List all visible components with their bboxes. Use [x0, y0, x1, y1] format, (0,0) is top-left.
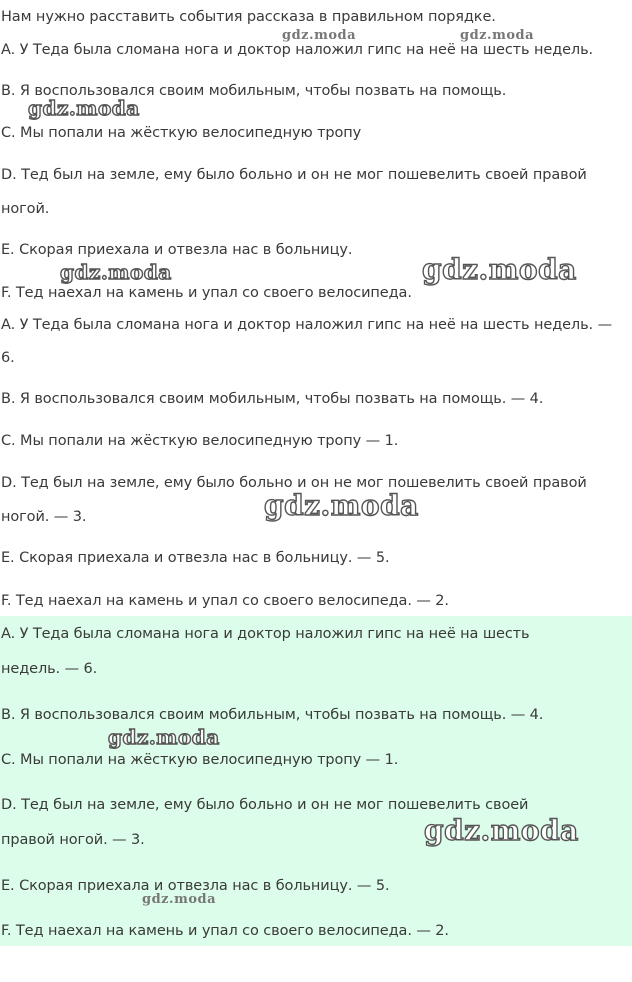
watermark-logo: gdz.moda	[422, 253, 577, 286]
list3-item-a-line2: недель. — 6.	[1, 661, 98, 677]
list3-item-f: F. Тед наехал на камень и упал со своего велосипеда. — 2.	[1, 923, 449, 939]
list3-item-c: C. Мы попали на жёсткую велосипедную тропу — 1.	[1, 752, 399, 768]
watermark-logo: gdz.moda	[424, 814, 579, 847]
list2-item-a-line1: A. У Теда была сломана нога и доктор наложил гипс на неё на шесть недель. —	[1, 317, 612, 333]
list1-item-e: E. Скорая приехала и отвезла нас в больницу.	[1, 242, 353, 258]
list2-item-d-line2: ногой. — 3.	[1, 509, 87, 525]
list3-item-b: B. Я воспользовался своим мобильным, чтобы позвать на помощь. — 4.	[1, 707, 544, 723]
list3-item-d-line2: правой ногой. — 3.	[1, 832, 145, 848]
list1-item-d-line1: D. Тед был на земле, ему было больно и он не мог пошевелить своей правой	[1, 167, 587, 183]
watermark-logo: gdz.moda	[108, 725, 220, 749]
watermark-logo: gdz.moda	[264, 489, 419, 522]
list2-item-d-line1: D. Тед был на земле, ему было больно и он не мог пошевелить своей правой	[1, 475, 587, 491]
list1-item-b: B. Я воспользовался своим мобильным, чтобы позвать на помощь.	[1, 83, 507, 99]
list2-item-c: C. Мы попали на жёсткую велосипедную тропу — 1.	[1, 433, 399, 449]
list2-item-a-line2: 6.	[1, 350, 15, 366]
watermark-logo: gdz.moda	[60, 260, 172, 284]
list2-item-f: F. Тед наехал на камень и упал со своего велосипеда. — 2.	[1, 593, 449, 609]
list2-item-b: B. Я воспользовался своим мобильным, чтобы позвать на помощь. — 4.	[1, 391, 544, 407]
list1-item-a: A. У Теда была сломана нога и доктор наложил гипс на неё на шесть недель.	[1, 42, 594, 58]
list1-item-f: F. Тед наехал на камень и упал со своего велосипеда.	[1, 285, 412, 301]
list3-item-a-line1: A. У Теда была сломана нога и доктор наложил гипс на неё на шесть	[1, 626, 530, 642]
list1-item-d-line2: ногой.	[1, 201, 50, 217]
watermark-logo: gdz.moda	[28, 96, 140, 120]
watermark-logo: gdz.moda	[460, 28, 535, 43]
list1-item-c: C. Мы попали на жёсткую велосипедную тропу	[1, 125, 362, 141]
intro-text: Нам нужно расставить события рассказа в правильном порядке.	[1, 9, 496, 25]
list3-item-e: E. Скорая приехала и отвезла нас в больницу. — 5.	[1, 878, 390, 894]
list3-item-d-line1: D. Тед был на земле, ему было больно и он не мог пошевелить своей	[1, 797, 529, 813]
list2-item-e: E. Скорая приехала и отвезла нас в больницу. — 5.	[1, 550, 390, 566]
watermark-logo: gdz.moda	[282, 28, 357, 43]
watermark-logo: gdz.moda	[142, 892, 217, 907]
